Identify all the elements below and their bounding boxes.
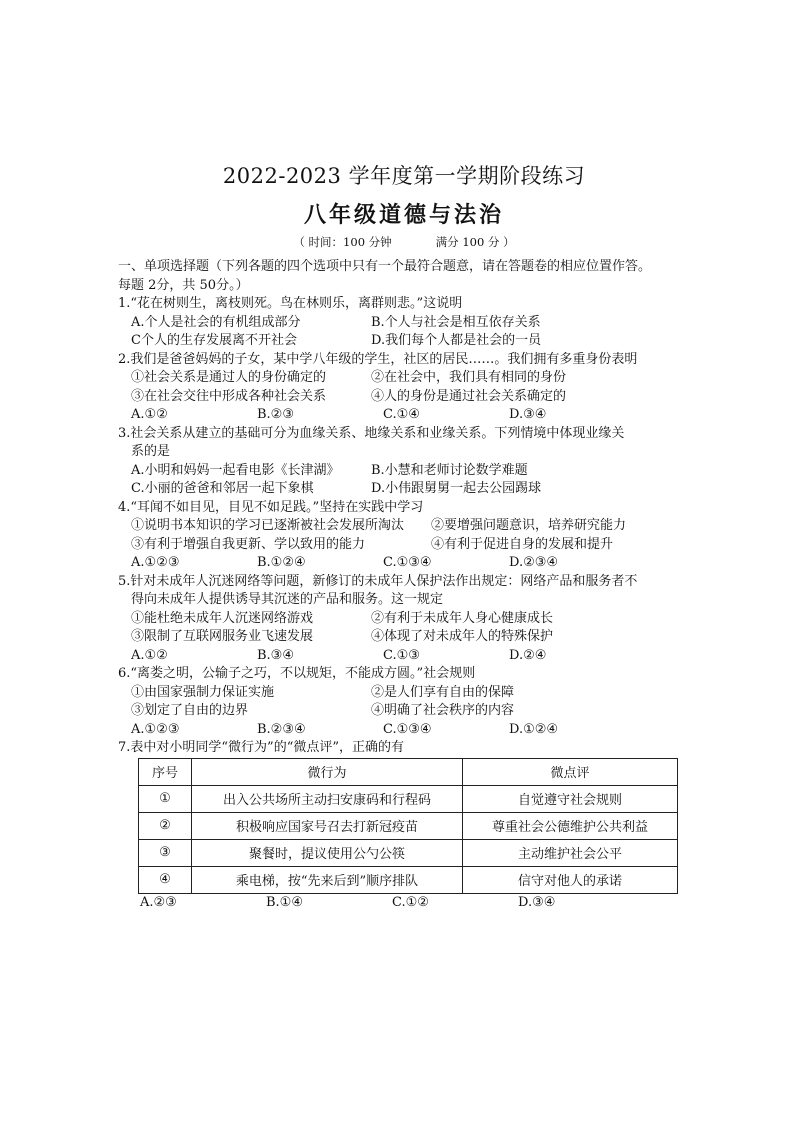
- answer-option: C.①④: [383, 407, 420, 422]
- table-cell: 出入公共场所主动扫安康码和行程码: [192, 785, 463, 812]
- answer-option: D.②④: [509, 647, 547, 663]
- answer-option: B.②③: [257, 407, 294, 422]
- section-heading: [118, 258, 690, 295]
- statement-item: D.我们每个人都是社会的一员: [371, 333, 542, 348]
- answer-options: [118, 721, 690, 740]
- statement-row: [118, 610, 690, 629]
- statement-item: C个人的生存发展离不开社会: [131, 333, 297, 348]
- statement-row: [118, 332, 690, 351]
- exam-subject: 八年级道德与法治: [303, 202, 504, 228]
- statement-item: B.小慧和老师讨论数学难题: [371, 462, 528, 478]
- table-cell: 聚餐时，提议使用公勺公筷: [192, 839, 463, 866]
- statement-row: [118, 684, 690, 703]
- answer-options: [118, 894, 690, 913]
- statement-item: ④有利于促进自身的发展和提升: [431, 536, 614, 552]
- table-cell: ①: [139, 785, 192, 812]
- exam-page: [118, 160, 690, 912]
- table-cell: ③: [139, 839, 192, 866]
- question-stem: 3.社会关系从建立的基础可分为血缘关系、地缘关系和业缘关系。下列情境中体现业缘关: [118, 425, 625, 441]
- exam-duration: （ 时间：100 分钟: [293, 235, 392, 249]
- statement-item: ③划定了自由的边界: [131, 703, 249, 718]
- answer-option: B.①②④: [257, 555, 306, 570]
- table-header-cell: 微行为: [192, 758, 463, 785]
- statement-item: ④人的身份是通过社会关系确定的: [371, 388, 567, 404]
- question-2: [118, 351, 690, 425]
- statement-row: [118, 517, 690, 536]
- table-header-cell: 序号: [139, 758, 192, 785]
- table-cell: 主动维护社会公平: [463, 839, 678, 866]
- question-4: [118, 499, 690, 573]
- answer-option: C.①③: [383, 647, 420, 663]
- answer-option: B.②③④: [257, 721, 306, 737]
- question-list: [118, 295, 690, 739]
- question-stem: 系的是: [131, 444, 171, 459]
- answer-options: [118, 554, 690, 573]
- table-cell: 自觉遵守社会规则: [463, 785, 678, 812]
- statement-row: [118, 480, 690, 499]
- section-heading-line: 每题 2分，共 50分。）: [118, 277, 249, 293]
- statement-item: ①能杜绝未成年人沉迷网络游戏: [131, 610, 314, 626]
- table-row: [139, 839, 678, 866]
- answer-option: B.①④: [266, 894, 303, 910]
- table-cell: 信守对他人的承诺: [463, 866, 678, 893]
- statement-item: ④体现了对未成年人的特殊保护: [371, 629, 554, 644]
- question-6: [118, 665, 690, 739]
- statement-item: A.小明和妈妈一起看电影《长津湖》: [131, 462, 340, 478]
- table-cell: ②: [139, 812, 192, 839]
- answer-option: A.①②③: [131, 721, 180, 737]
- table-cell: ④: [139, 866, 192, 893]
- statement-item: ①社会关系是通过人的身份确定的: [131, 370, 327, 385]
- question-stem: 得向未成年人提供诱导其沉迷的产品和服务。这一规定: [131, 592, 444, 607]
- statement-item: A.个人是社会的有机组成部分: [131, 314, 301, 330]
- answer-option: D.③④: [509, 407, 547, 422]
- statement-item: ②有利于未成年人身心健康成长: [371, 610, 554, 626]
- answer-option: A.①②: [131, 407, 168, 422]
- answer-option: A.①②③: [131, 555, 180, 570]
- statement-row: [118, 314, 690, 333]
- table-cell: 乘电梯，按“先来后到”顺序排队: [192, 866, 463, 893]
- question-stem: 5.针对未成年人沉迷网络等问题，新修订的未成年人保护法作出规定：网络产品和服务者不: [118, 573, 638, 589]
- section-heading-line: 一、单项选择题（下列各题的四个选项中只有一个最符合题意，请在答题卷的相应位置作答。: [118, 259, 652, 274]
- question-stem: 7.表中对小明同学“微行为”的“微点评”，正确的有: [118, 740, 404, 755]
- question-3: [118, 425, 690, 499]
- table-header-cell: 微点评: [463, 758, 678, 785]
- statement-item: B.个人与社会是相互依存关系: [371, 314, 541, 330]
- statement-row: [118, 536, 690, 555]
- table-cell: 尊重社会公德维护公共利益: [463, 812, 678, 839]
- question-stem: 4.“耳闻不如目见，目见不如足践。”坚持在实践中学习: [118, 499, 424, 515]
- answer-option: C.①③④: [383, 555, 432, 570]
- answer-option: A.①②: [131, 647, 168, 663]
- statement-item: ①说明书本知识的学习已逐渐被社会发展所淘汰: [131, 518, 405, 533]
- exam-total-score: 满分 100 分 ）: [435, 235, 515, 249]
- question-stem: 1.“花在树则生，离枝则死。鸟在林则乐，离群则悲。”这说明: [118, 296, 463, 311]
- statement-row: [118, 369, 690, 388]
- exam-title: 2022-2023 学年度第一学期阶段练习: [222, 164, 586, 188]
- statement-item: ②是人们享有自由的保障: [371, 684, 515, 700]
- statement-item: ③有利于增强自我更新、学以致用的能力: [131, 536, 366, 552]
- statement-row: [118, 462, 690, 481]
- statement-item: ③在社会交往中形成各种社会关系: [131, 388, 327, 404]
- statement-item: ④明确了社会秩序的内容: [371, 703, 515, 718]
- statement-item: ②要增强问题意识，培养研究能力: [431, 518, 627, 533]
- table-header-row: [139, 758, 678, 785]
- answer-option: D.①②④: [509, 721, 559, 737]
- answer-options: [118, 647, 690, 666]
- question-7: [118, 739, 690, 912]
- statement-item: ③限制了互联网服务业飞速发展: [131, 629, 314, 644]
- answer-option: C.①②: [392, 894, 429, 910]
- answer-option: A.②③: [140, 894, 177, 910]
- statement-row: [118, 628, 690, 647]
- statement-item: ①由国家强制力保证实施: [131, 684, 275, 700]
- statement-item: ②在社会中，我们具有相同的身份: [371, 370, 567, 385]
- question-stem: 6.“离娄之明，公输子之巧，不以规矩，不能成方圆。”社会规则: [118, 666, 476, 681]
- statement-item: C.小丽的爸爸和邻居一起下象棋: [131, 481, 314, 496]
- answer-option: D.②③④: [509, 555, 559, 570]
- question-5: [118, 573, 690, 666]
- table-row: [139, 785, 678, 812]
- statement-row: [118, 388, 690, 407]
- statement-row: [118, 702, 690, 721]
- table-row: [139, 812, 678, 839]
- answer-options: [118, 406, 690, 425]
- question-1: [118, 295, 690, 351]
- answer-option: D.③④: [518, 894, 556, 910]
- table-cell: 积极响应国家号召去打新冠疫苗: [192, 812, 463, 839]
- answer-option: C.①③④: [383, 721, 432, 737]
- statement-item: D.小伟跟舅舅一起去公园踢球: [371, 481, 542, 496]
- answer-option: B.③④: [257, 647, 294, 663]
- table-row: [139, 866, 678, 893]
- exam-time-info: [118, 234, 690, 250]
- behavior-review-table: [138, 758, 678, 894]
- question-stem: 2.我们是爸爸妈妈的子女，某中学八年级的学生，社区的居民……。我们拥有多重身份表明: [118, 351, 638, 367]
